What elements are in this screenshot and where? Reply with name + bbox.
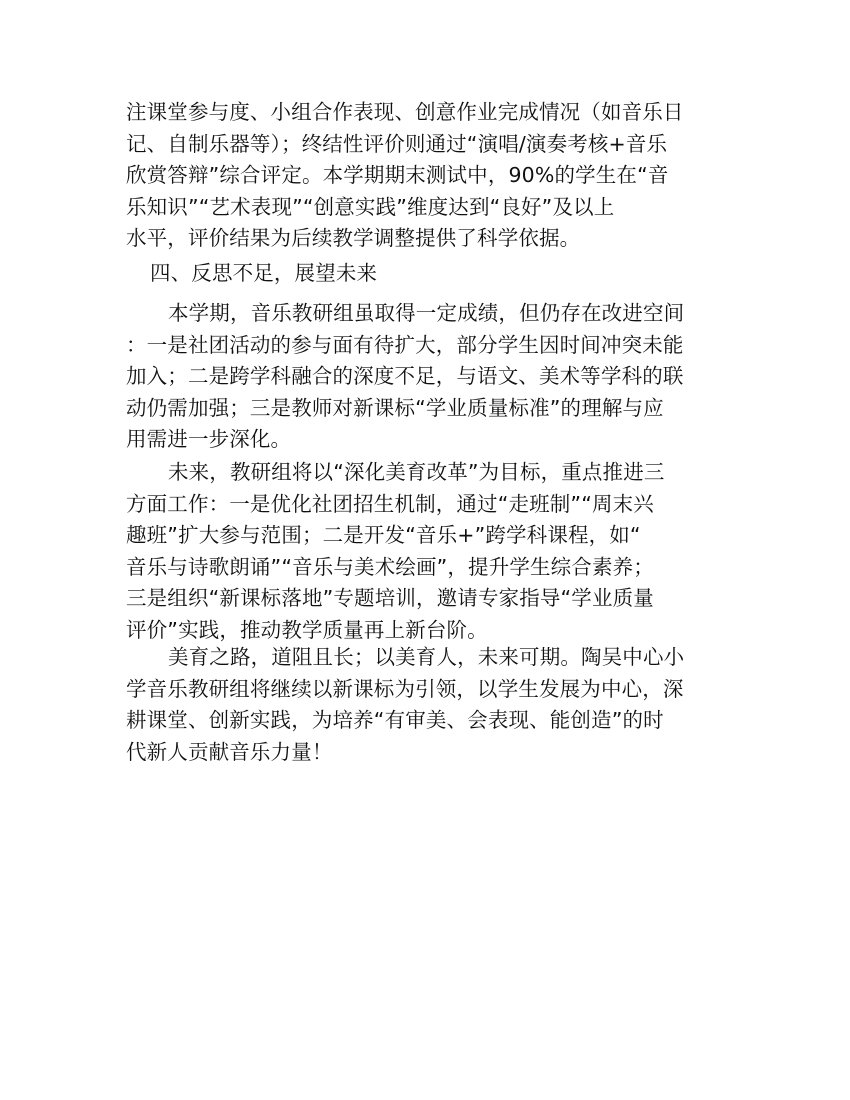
section-heading-text: 四、反思不足，展望未来: [150, 261, 378, 285]
paragraph-line: 评价”实践，推动教学质量再上新台阶。: [126, 617, 488, 642]
paragraph-line: 方面工作：一是优化社团招生机制，通过“走班制”“周末兴: [126, 491, 654, 516]
paragraph-line: 代新人贡献音乐力量！: [126, 739, 333, 764]
paragraph-line: 美育之路，道阻且长；以美育人，未来可期。陶吴中心小: [168, 645, 685, 669]
paragraph-line: 水平，评价结果为后续教学调整提供了科学依据。: [126, 226, 581, 250]
paragraph-line: 记、自制乐器等）；终结性评价则通过“演唱/演奏考核+音乐: [126, 131, 668, 156]
reflection-paragraph: [126, 298, 726, 456]
paragraph-line: 三是组织“新课标落地”专题培训，邀请专家指导“学业质量: [126, 586, 654, 610]
paragraph-line: 动仍需加强；三是教师对新课标“学业质量标准”的理解与应: [126, 395, 664, 420]
paragraph-line: 欣赏答辩”综合评定。本学期期末测试中，90%的学生在“音: [126, 163, 669, 187]
future-plan-paragraph: [126, 457, 726, 646]
paragraph-line: 学音乐教研组将继续以新课标为引领，以学生发展为中心，深: [126, 676, 684, 701]
evaluation-paragraph: [126, 97, 726, 255]
paragraph-line: ：一是社团活动的参与面有待扩大，部分学生因时间冲突未能: [126, 332, 684, 357]
paragraph-line: 趣班”扩大参与范围；二是开发“音乐+”跨学科课程，如“: [126, 523, 641, 547]
paragraph-line: 乐知识”“艺术表现”“创意实践”维度达到“良好”及以上: [126, 194, 615, 219]
paragraph-line: 本学期，音乐教研组虽取得一定成绩，但仍存在改进空间: [168, 301, 685, 325]
paragraph-line: 注课堂参与度、小组合作表现、创意作业完成情况（如音乐日: [126, 100, 684, 124]
closing-paragraph: [126, 642, 726, 768]
section-heading: [150, 258, 710, 290]
paragraph-line: 音乐与诗歌朗诵”“音乐与美术绘画”，提升学生综合素养；: [126, 554, 654, 579]
paragraph-line: 用需进一步深化。: [126, 427, 292, 451]
paragraph-line: 未来，教研组将以“深化美育改革”为目标，重点推进三: [168, 460, 665, 484]
paragraph-line: 耕课堂、创新实践，为培养“有审美、会表现、能创造”的时: [126, 708, 664, 732]
paragraph-line: 加入；二是跨学科融合的深度不足，与语文、美术等学科的联: [126, 364, 684, 388]
